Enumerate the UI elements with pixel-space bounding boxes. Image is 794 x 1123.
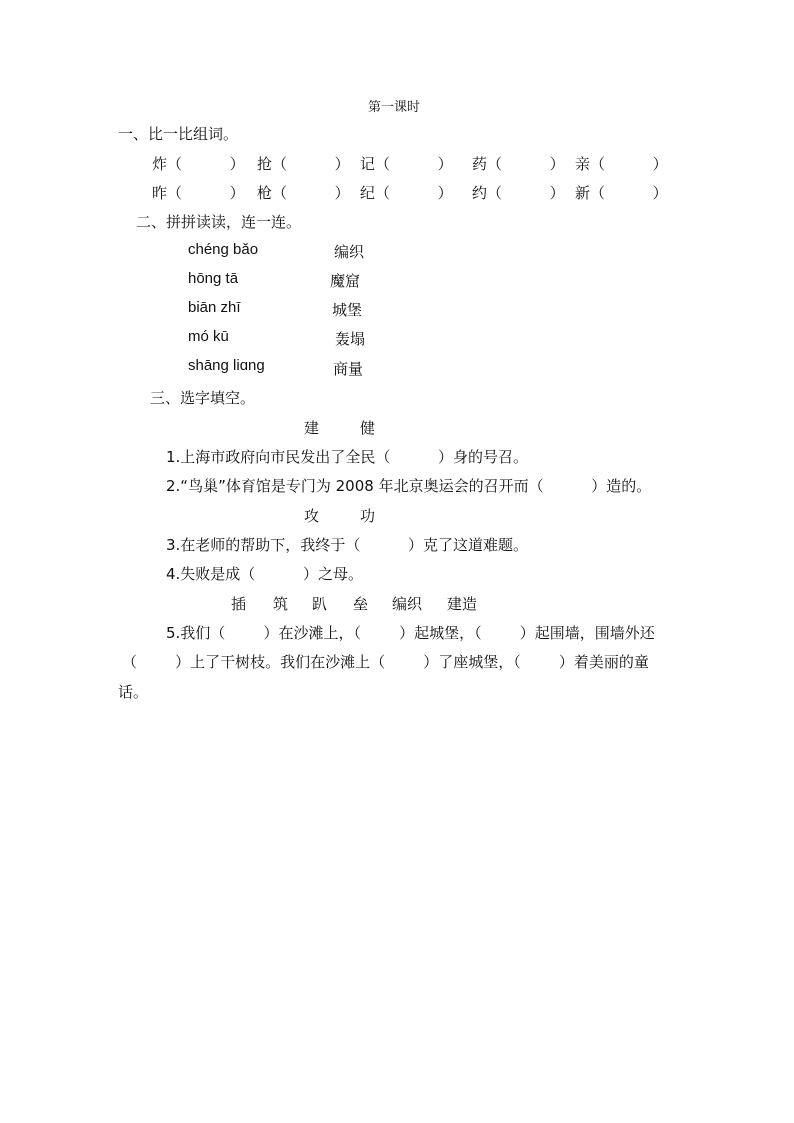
- compare-item: 枪（ ）: [257, 184, 350, 202]
- pinyin-item: chéng bǎo: [188, 241, 259, 258]
- compare-item: 药（ ）: [472, 155, 565, 173]
- option-char: 攻: [304, 507, 320, 525]
- compare-item: 新（ ）: [575, 184, 668, 202]
- compare-item: 记（ ）: [360, 155, 453, 173]
- compare-item: 抢（ ）: [257, 155, 350, 173]
- word-item: 商量: [333, 360, 364, 378]
- question-5-line2: （ ）上了干树枝。我们在沙滩上（ ）了座城堡，（ ）着美丽的童: [122, 653, 649, 671]
- pinyin-item: biān zhī: [188, 299, 241, 316]
- option-char: 筑: [273, 595, 289, 613]
- word-item: 编织: [334, 243, 365, 261]
- question-1: 1.上海市政府向市民发出了全民（ ）身的号召。: [166, 448, 528, 466]
- pinyin-item: hōng tā: [188, 270, 239, 287]
- pinyin-item: mó kū: [188, 328, 229, 345]
- pinyin-item: shāng liɑng: [188, 357, 265, 374]
- word-item: 轰塌: [335, 330, 366, 348]
- question-5-line1: 5.我们（ ）在沙滩上，（ ）起城堡，（ ）起围墙，围墙外还: [166, 624, 655, 642]
- compare-item: 约（ ）: [472, 184, 565, 202]
- section2-heading: 二、拼拼读读，连一连。: [136, 213, 302, 231]
- option-word: 编织: [392, 595, 423, 613]
- compare-item: 炸（ ）: [152, 155, 245, 173]
- word-item: 城堡: [332, 301, 363, 319]
- page-title: 第一课时: [368, 100, 421, 115]
- option-char: 趴: [312, 595, 328, 613]
- option-char: 功: [360, 507, 376, 525]
- option-char: 插: [231, 595, 247, 613]
- compare-item: 纪（ ）: [360, 184, 453, 202]
- option-char: 建: [304, 419, 320, 437]
- question-3: 3.在老师的帮助下，我终于（ ）克了这道难题。: [166, 536, 528, 554]
- section1-heading: 一、比一比组词。: [118, 125, 239, 143]
- question-2: 2.“鸟巢”体育馆是专门为 2008 年北京奥运会的召开而（ ）造的。: [166, 477, 652, 495]
- section3-heading: 三、选字填空。: [150, 389, 256, 407]
- compare-item: 亲（ ）: [575, 155, 668, 173]
- word-item: 魔窟: [330, 272, 361, 290]
- question-5-line3: 话。: [118, 683, 149, 701]
- option-char: 垒: [353, 595, 369, 613]
- question-4: 4.失败是成（ ）之母。: [166, 565, 363, 583]
- option-char: 健: [360, 419, 376, 437]
- compare-item: 昨（ ）: [152, 184, 245, 202]
- option-word: 建造: [447, 595, 478, 613]
